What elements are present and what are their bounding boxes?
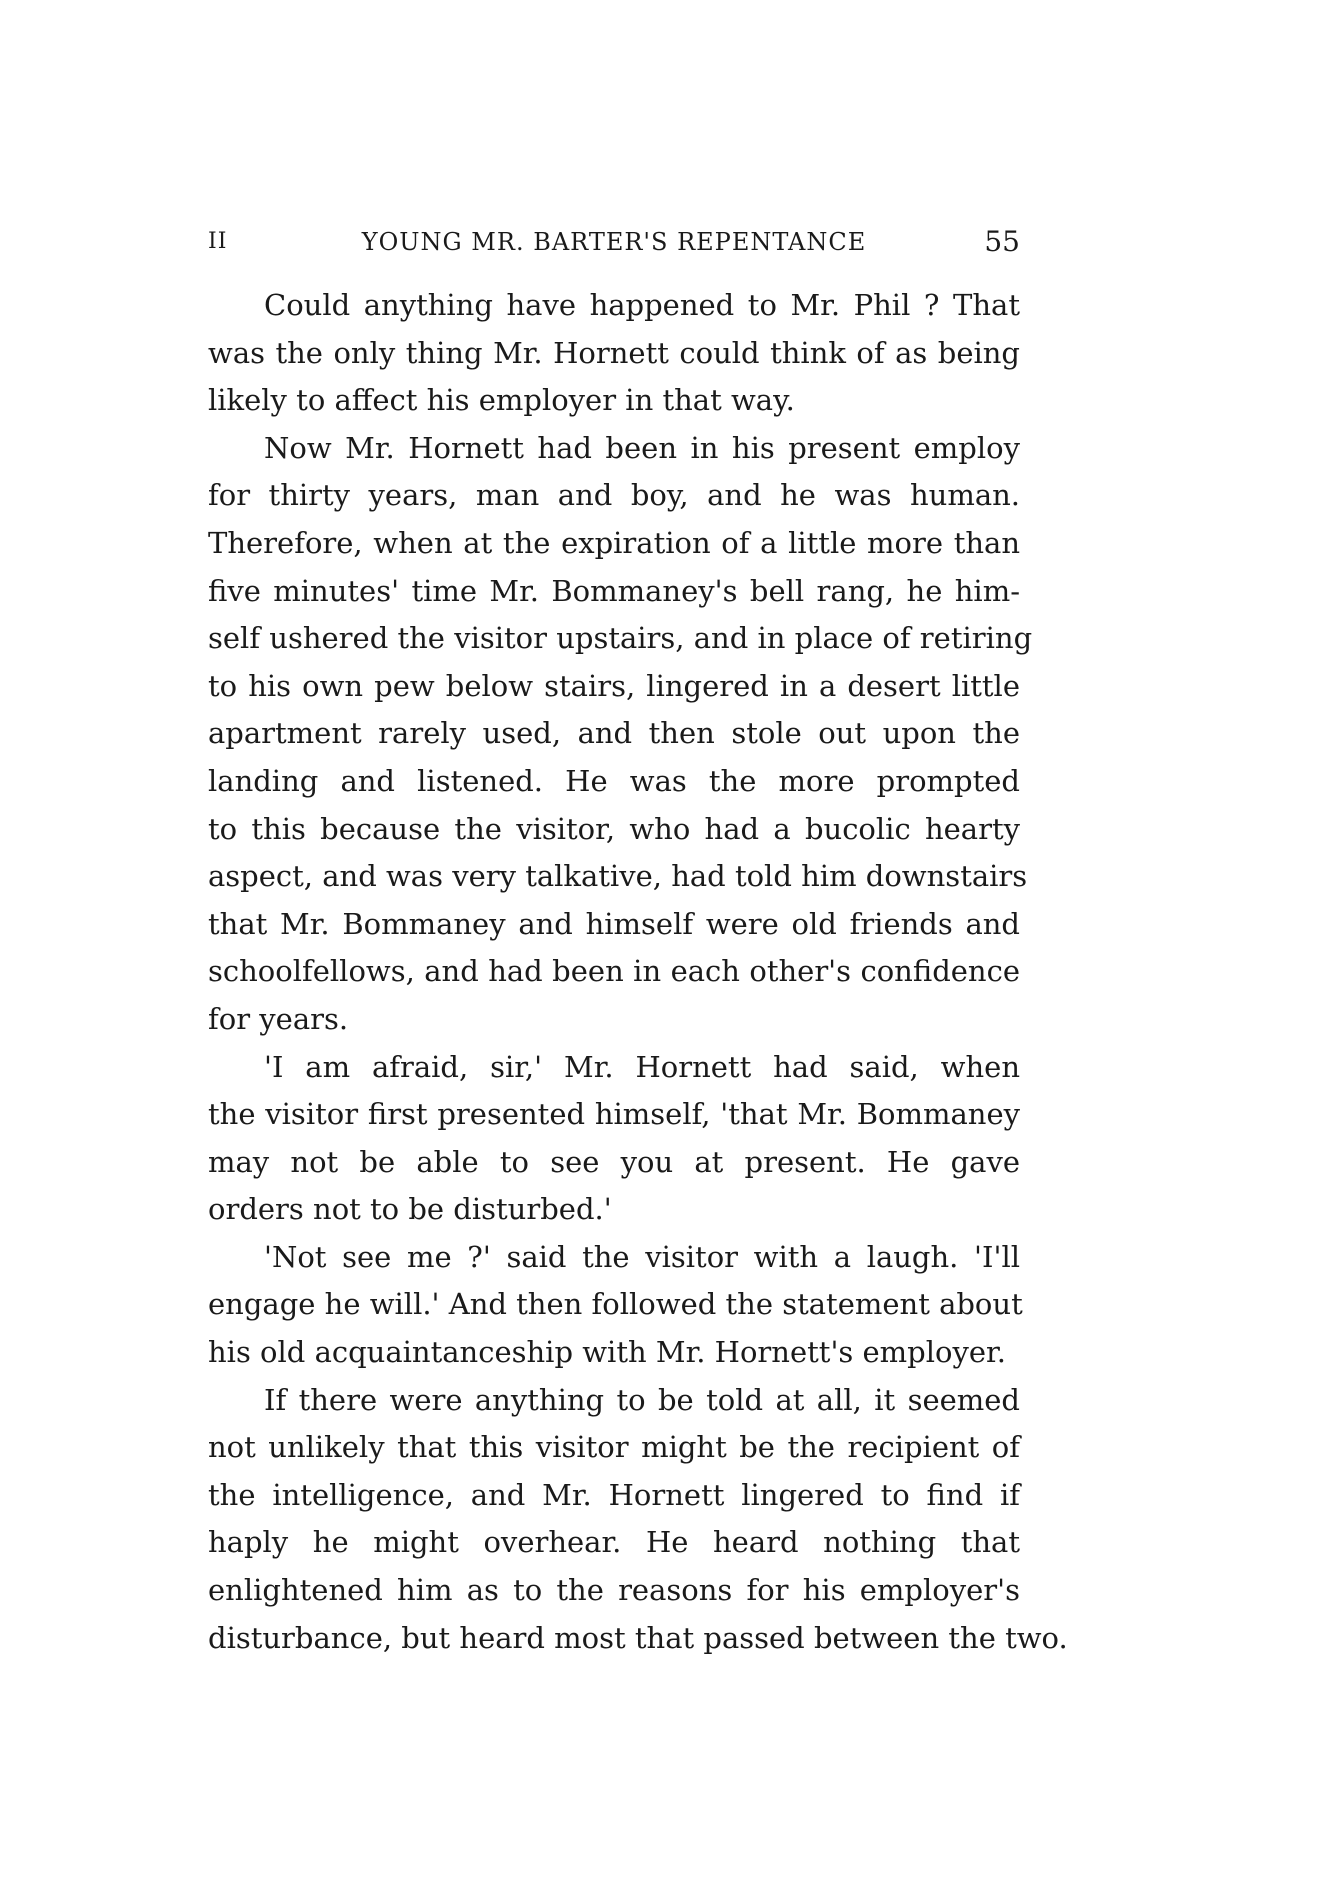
text-line: schoolfellows, and had been in each other's confidence bbox=[208, 954, 1020, 989]
text-line: for thirty years, man and boy, and he was human. bbox=[208, 478, 1020, 513]
running-title: YOUNG MR. BARTER'S REPENTANCE bbox=[361, 228, 867, 256]
text-line: to this because the visitor, who had a bucolic hearty bbox=[208, 811, 1020, 846]
text-line: Now Mr. Hornett had been in his present employ bbox=[264, 430, 1020, 465]
text-line: landing and listened. He was the more prompted bbox=[208, 763, 1020, 798]
running-head bbox=[208, 220, 1020, 264]
text-line: haply he might overhear. He heard nothing that bbox=[208, 1525, 1020, 1560]
text-line: was the only thing Mr. Hornett could think of as being bbox=[208, 335, 1020, 370]
text-line: disturbance, but heard most that passed between the two. bbox=[208, 1620, 1068, 1655]
page-number: 55 bbox=[984, 225, 1020, 258]
text-line: self ushered the visitor upstairs, and in place of retiring bbox=[208, 621, 1033, 656]
text-line: Could anything have happened to Mr. Phil ? That bbox=[264, 288, 1020, 322]
text-line: five minutes' time Mr. Bommaney's bell rang, he him- bbox=[208, 573, 1020, 608]
text-line: If there were anything to be told at all, it seemed bbox=[264, 1382, 1020, 1417]
text-line: may not be able to see you at present. He gave bbox=[208, 1144, 1020, 1179]
text-line: the visitor first presented himself, 'that Mr. Bommaney bbox=[208, 1097, 1020, 1132]
text-line: orders not to be disturbed.' bbox=[208, 1192, 612, 1227]
text-line: likely to affect his employer in that way. bbox=[208, 383, 795, 418]
chapter-number: II bbox=[208, 229, 228, 254]
text-line: not unlikely that this visitor might be the recipient of bbox=[208, 1430, 1020, 1465]
text-line: enlightened him as to the reasons for his employer's bbox=[208, 1573, 1020, 1608]
text-line: 'Not see me ?' said the visitor with a laugh. 'I'll bbox=[264, 1239, 1020, 1274]
text-line: to his own pew below stairs, lingered in a desert little bbox=[208, 668, 1020, 703]
text-line: the intelligence, and Mr. Hornett lingered to find if bbox=[208, 1477, 1020, 1512]
body-text bbox=[208, 282, 1068, 1662]
text-line: his old acquaintanceship with Mr. Hornett's employer. bbox=[208, 1335, 1006, 1370]
text-line: engage he will.' And then followed the statement about bbox=[208, 1287, 1023, 1322]
text-line: for years. bbox=[208, 1001, 349, 1036]
text-line: 'I am afraid, sir,' Mr. Hornett had said, when bbox=[264, 1049, 1020, 1084]
text-line: Therefore, when at the expiration of a little more than bbox=[208, 525, 1020, 560]
text-line: apartment rarely used, and then stole out upon the bbox=[208, 716, 1020, 751]
text-line: that Mr. Bommaney and himself were old friends and bbox=[208, 906, 1020, 941]
text-line: aspect, and was very talkative, had told him downstairs bbox=[208, 859, 1028, 894]
